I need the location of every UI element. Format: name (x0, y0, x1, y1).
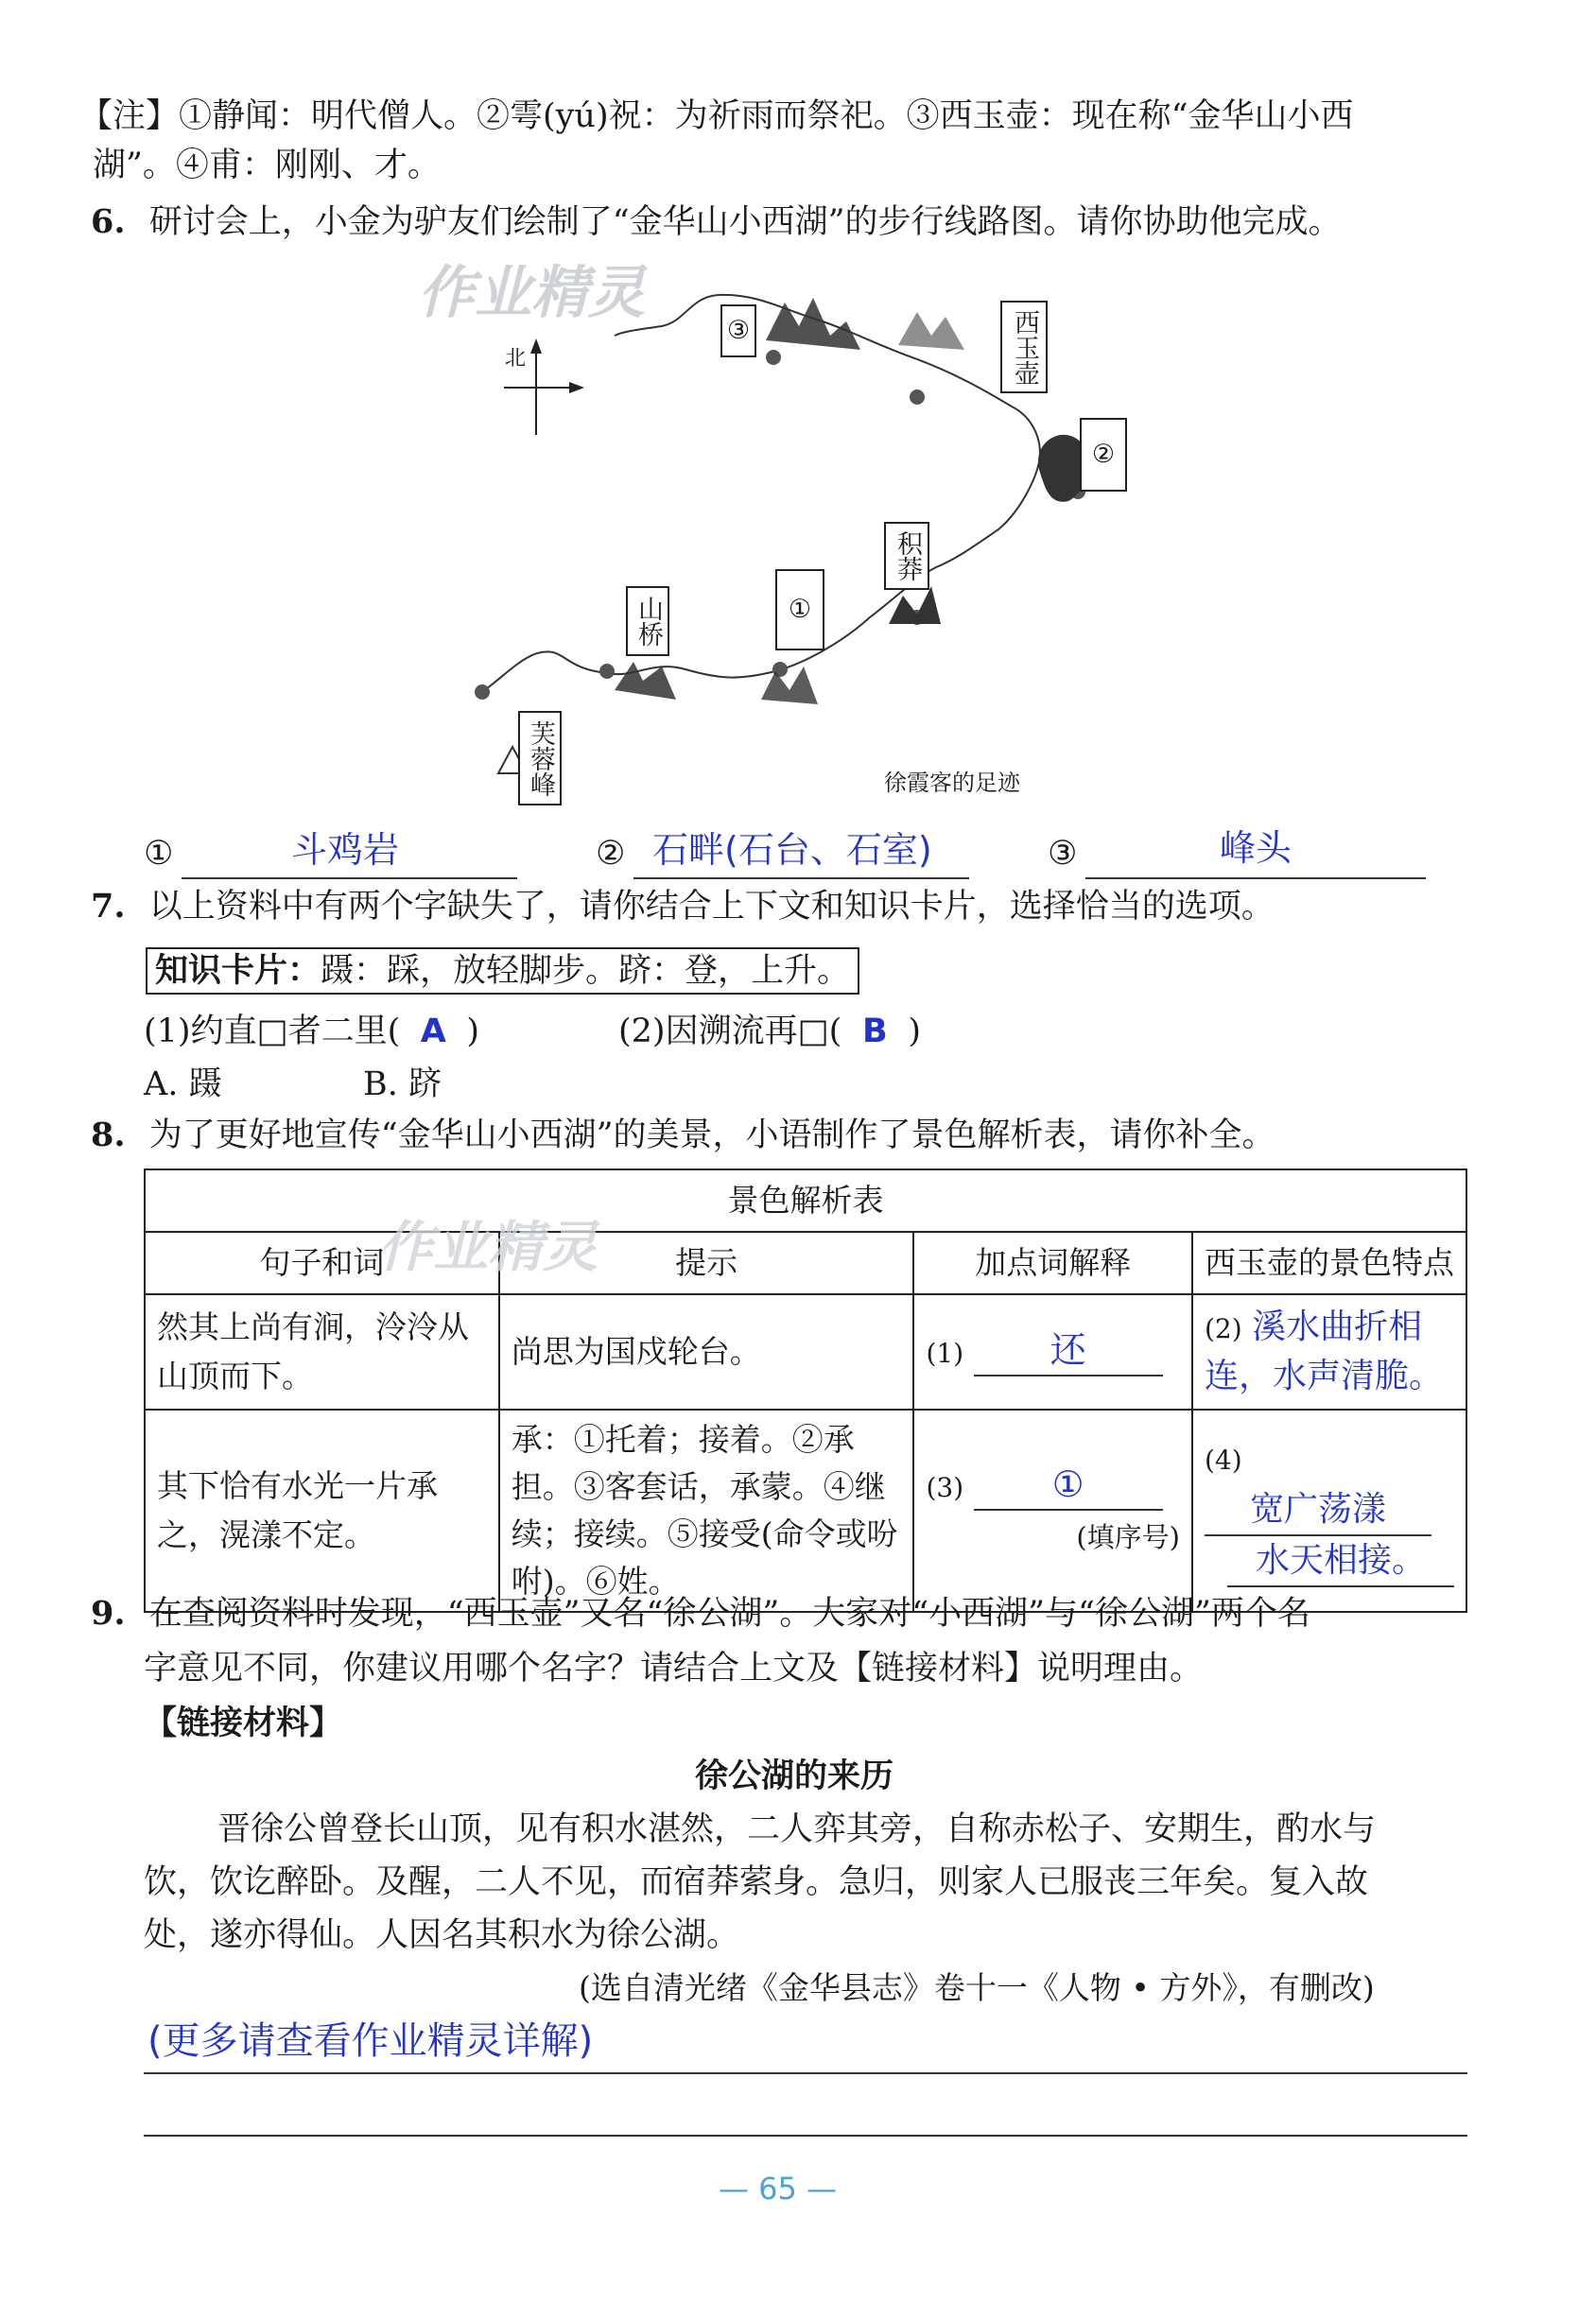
answer-4b: 水天相接。 (1227, 1536, 1454, 1587)
answer-mark: (2) (1205, 1313, 1242, 1344)
answer-1: 还 (974, 1325, 1163, 1376)
blank-num-3: ③ (1048, 835, 1078, 873)
table-header: 加点词解释 (913, 1232, 1192, 1294)
link-material-label: 【链接材料】 (144, 1704, 343, 1742)
blank-line-1 (182, 877, 517, 879)
map-caption: 徐霞客的足迹 (884, 770, 1020, 796)
table-header: 西玉壶的景色特点 (1192, 1232, 1466, 1294)
article-para-3: 处，遂亦得仙。人因名其积水为徐公湖。 (144, 1916, 740, 1954)
blank-line-3 (1085, 877, 1426, 879)
note-line-1: 【注】①静闻：明代僧人。②雩(yú)祝：为祈雨而祭祀。③西玉壶：现在称“金华山小西 (79, 97, 1354, 135)
q7-sub-2-answer: B (861, 1013, 888, 1050)
question-text: 以上资料中有两个字缺失了，请你结合上下文和知识卡片，选择恰当的选项。 (148, 888, 1275, 926)
route-point-xiyuhu (910, 390, 925, 405)
blank-num-1: ① (144, 835, 174, 873)
table-cell-sentence: 然其上尚有涧，泠泠从山顶而下。 (145, 1294, 499, 1410)
table-header: 句子和词 (145, 1232, 499, 1294)
question-8 (91, 1114, 1275, 1157)
answer-2: 溪水曲折相连，水声清脆。 (1205, 1307, 1444, 1395)
knowledge-card (146, 947, 859, 995)
table-cell-hint: 承：①托着；接着。②承担。③客套话，承蒙。④继续；接续。⑤接受(命令或吩咐)。⑥姓。 (499, 1410, 914, 1612)
page-number: — 65 — (719, 2171, 838, 2207)
table-title: 景色解析表 (145, 1169, 1466, 1232)
answer-3: ① (974, 1460, 1163, 1511)
answer-4a: 宽广荡漾 (1205, 1485, 1431, 1536)
question-number: 7. (91, 887, 126, 926)
answer-mark: (1) (926, 1338, 964, 1369)
article-para-1: 晋徐公曾登长山顶，见有积水湛然，二人弈其旁，自称赤松子、安期生，酌水与 (217, 1810, 1377, 1848)
table-cell-hint: 尚思为国戍轮台。 (499, 1294, 914, 1410)
knowledge-card-text: 蹑：踩，放轻脚步。跻：登，上升。 (321, 952, 851, 990)
question-7 (91, 885, 1275, 928)
route-point-bridge (599, 664, 615, 679)
q7-sub-2-text: (2)因溯流再□( (618, 1013, 842, 1050)
article-title: 徐公湖的来历 (695, 1757, 894, 1795)
map-label-1: ① (775, 569, 824, 650)
table-header: 提示 (499, 1232, 914, 1294)
q7-sub-1 (144, 1010, 479, 1053)
option-a: A. 蹑 (144, 1065, 222, 1103)
answer-mark: (3) (926, 1472, 964, 1503)
route-map (473, 284, 1229, 813)
close-paren: ) (908, 1013, 921, 1050)
answer-line-1 (144, 2072, 1467, 2074)
q7-sub-2 (618, 1010, 921, 1053)
question-text: 在查阅资料时发现，“西玉壶”又名“徐公湖”。大家对“小西湖”与“徐公湖”两个名 (148, 1595, 1310, 1633)
question-6 (91, 200, 1341, 244)
knowledge-card-title: 知识卡片： (155, 951, 321, 990)
route-point-start (475, 684, 490, 700)
table-cell-sentence: 其下恰有水光一片承之，滉漾不定。 (145, 1410, 499, 1612)
note-line-2: 湖”。④甫：刚刚、才。 (93, 147, 441, 184)
question-number: 9. (91, 1594, 126, 1633)
q9-answer: (更多请查看作业精灵详解) (147, 2019, 594, 2063)
answer-mark: (4) (1205, 1445, 1242, 1476)
map-north-label: 北 (505, 347, 527, 371)
question-9-line-2: 字意见不同，你建议用哪个名字？请结合上文及【链接材料】说明理由。 (144, 1650, 1204, 1688)
blank-num-2: ② (596, 835, 626, 873)
question-text: 为了更好地宣传“金华山小西湖”的美景，小语制作了景色解析表，请你补全。 (148, 1117, 1275, 1154)
fill-hint: (填序号) (1076, 1521, 1180, 1553)
blank-answer-1: 斗鸡岩 (291, 829, 400, 871)
table-cell-answer-3 (913, 1410, 1192, 1612)
map-label-2: ② (1080, 418, 1127, 492)
map-label-xiyuhu: 西玉壶 (1000, 301, 1048, 393)
table-cell-answer-4 (1192, 1410, 1466, 1612)
blank-answer-3: 峰头 (1220, 827, 1292, 869)
route-point-3 (766, 350, 781, 365)
map-label-shanqiao: 山桥 (626, 586, 669, 656)
option-b: B. 跻 (363, 1065, 442, 1103)
scene-analysis-table (144, 1169, 1467, 1613)
map-label-jimang: 积莽 (884, 522, 929, 590)
blank-line-2 (633, 877, 969, 879)
table-cell-answer-2 (1192, 1294, 1466, 1410)
question-number: 8. (91, 1116, 126, 1154)
blank-answer-2: 石畔(石台、石室) (652, 829, 932, 871)
q7-sub-1-answer: A (420, 1013, 446, 1050)
answer-line-2 (144, 2135, 1467, 2137)
watermark: 作业精灵 (418, 260, 645, 326)
map-label-furongfeng: 芙蓉峰 (518, 711, 562, 805)
question-text: 研讨会上，小金为驴友们绘制了“金华山小西湖”的步行线路图。请你协助他完成。 (148, 203, 1342, 241)
map-label-3: ③ (720, 304, 756, 357)
table-cell-answer-1 (913, 1294, 1192, 1410)
close-paren: ) (466, 1013, 479, 1050)
question-9-line-1 (91, 1592, 1310, 1636)
route-path (482, 295, 1040, 692)
question-number: 6. (91, 202, 126, 241)
article-source: (选自清光绪《金华县志》卷十一《人物 • 方外》，有删改) (579, 1969, 1375, 2006)
article-para-2: 饮，饮讫醉卧。及醒，二人不见，而宿莽萦身。急归，则家人已服丧三年矣。复入故 (144, 1863, 1369, 1901)
q7-sub-1-text: (1)约直□者二里( (144, 1013, 401, 1050)
watermark: 作业精灵 (378, 1215, 598, 1279)
